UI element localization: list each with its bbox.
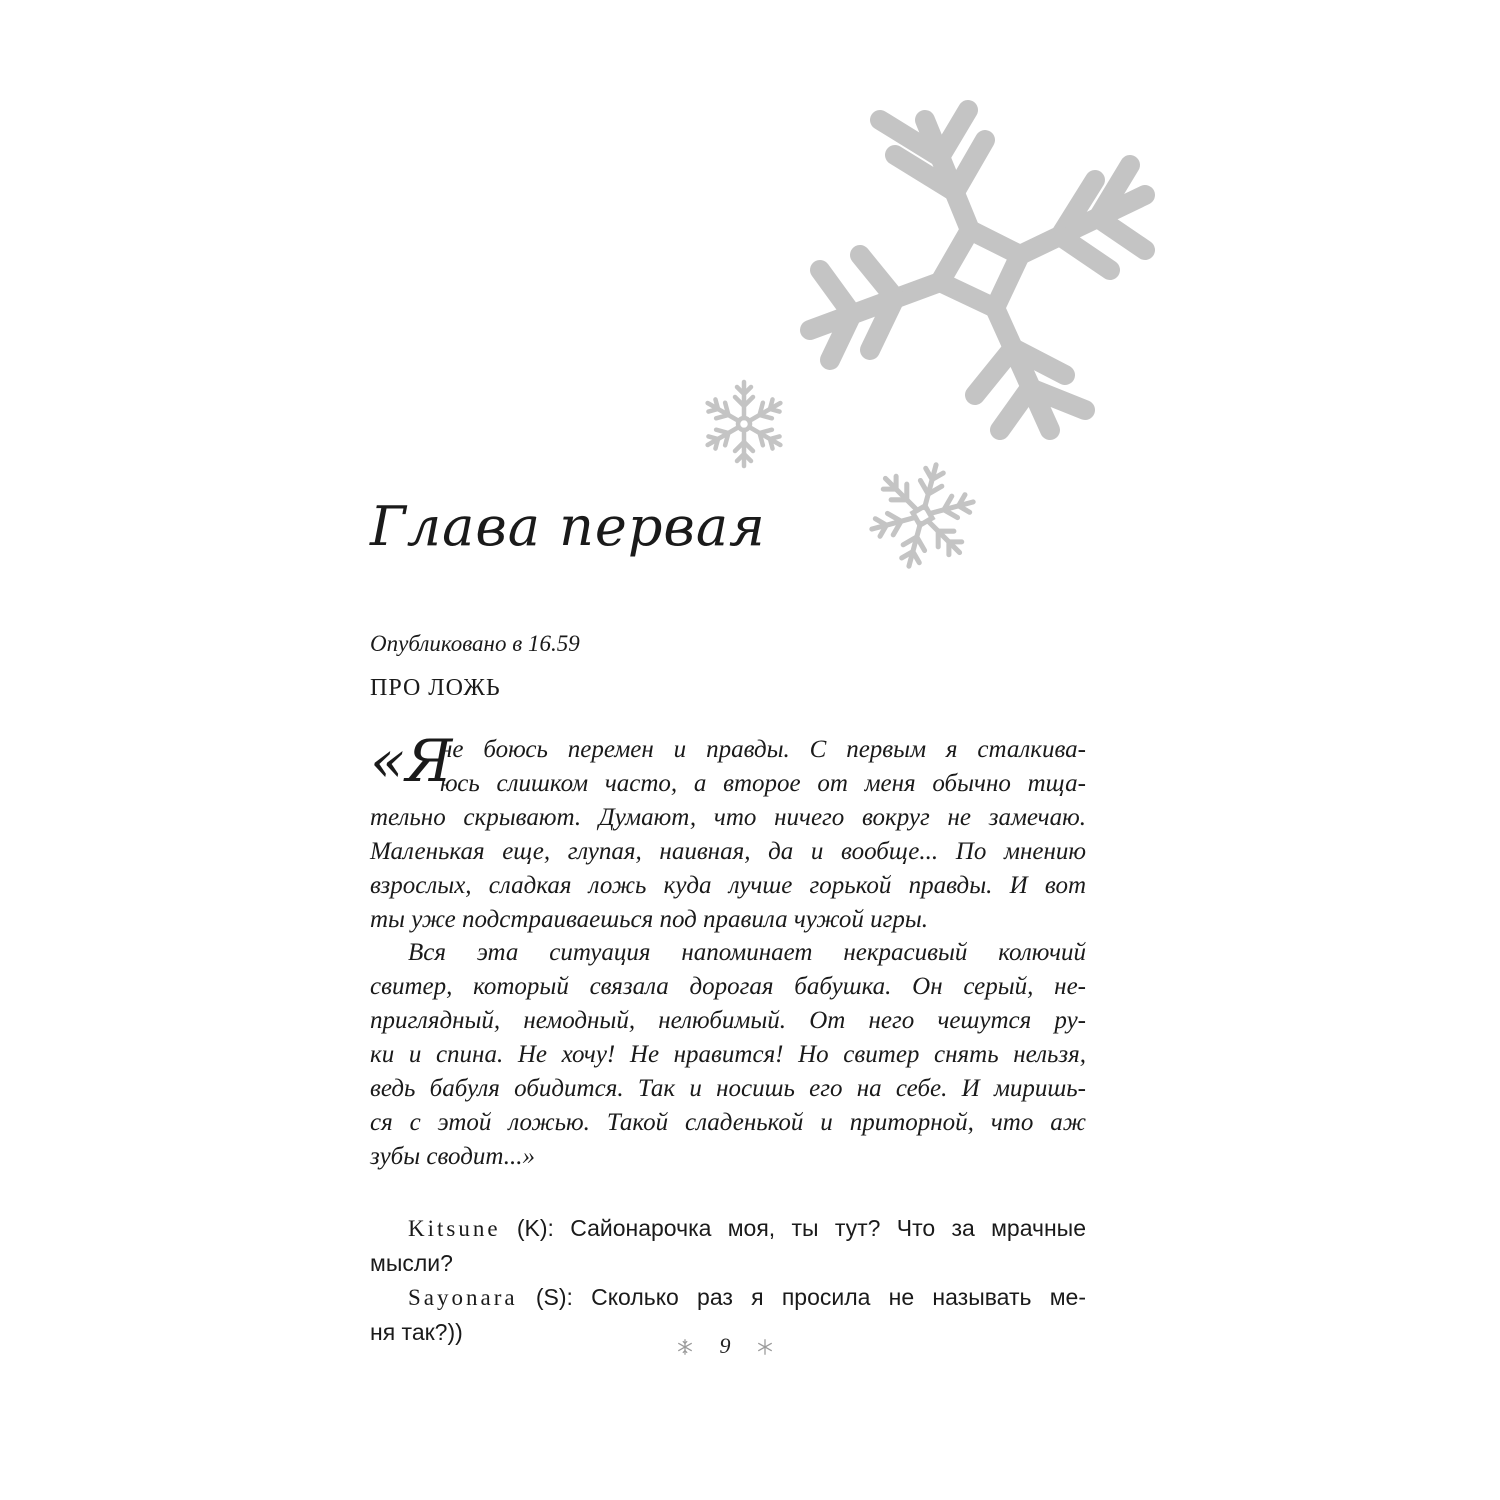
quote-line: тельно скрывают. Думают, что ничего вокруг не замечаю. (370, 803, 1086, 831)
quote-line: приглядный, немодный, нелюбимый. От него чешутся ру- (370, 1007, 1086, 1035)
quote-line: юсь слишком часто, а второе от меня обычно тща- (440, 769, 1086, 797)
quote-line: ся с этой ложью. Такой сладенькой и приторной, что аж (370, 1108, 1086, 1136)
dialogue-line: мысли? (370, 1250, 453, 1276)
page-footer (660, 1333, 790, 1363)
quote-line: ведь бабуля обидится. Так и носишь его на себе. И миришь- (370, 1075, 1086, 1103)
quote-line: Маленькая еще, глупая, наивная, да и вообще... По мнению (370, 837, 1086, 865)
dialogue (370, 1211, 1086, 1349)
quote-line: свитер, который связала дорогая бабушка. Он серый, не- (370, 973, 1086, 1001)
quote-line: ты уже подстраиваешься под правила чужой игры. (370, 905, 929, 933)
dialogue-text: (S): Сколько раз я просила не называть ме- (535, 1284, 1086, 1310)
quote-line: зубы сводит...» (370, 1142, 535, 1170)
quote-line: Вся эта ситуация напоминает некрасивый колючий (408, 939, 1086, 967)
dialogue-line (370, 1280, 1086, 1315)
speaker-name: Kitsune (408, 1216, 501, 1241)
section-heading: ПРО ЛОЖЬ (370, 675, 501, 701)
dropcap-row (370, 727, 1086, 801)
speaker-name: Sayonara (408, 1285, 518, 1310)
medium-snowflake-icon (865, 458, 980, 573)
dropcap: «Я (370, 727, 453, 795)
footer-star-icon (756, 1338, 774, 1356)
published-note: Опубликовано в 16.59 (370, 631, 580, 656)
dialogue-line: ня так?)) (370, 1319, 463, 1345)
dialogue-line (370, 1211, 1086, 1246)
large-snowflake-icon (800, 95, 1160, 445)
chapter-title: Глава первая (370, 495, 766, 558)
quote-block (370, 727, 1086, 1174)
page-number: 9 (719, 1333, 731, 1358)
small-snowflake-icon (698, 378, 790, 470)
quote-line: ки и спина. Не хочу! Не нравится! Но свитер снять нельзя, (370, 1041, 1086, 1069)
quote-line: не боюсь перемен и правды. С первым я сталкива- (440, 736, 1086, 763)
quote-line: взрослых, сладкая ложь куда лучше горькой правды. И вот (370, 871, 1086, 899)
dialogue-text: (K): Сайонарочка моя, ты тут? Что за мрачные (516, 1215, 1087, 1241)
